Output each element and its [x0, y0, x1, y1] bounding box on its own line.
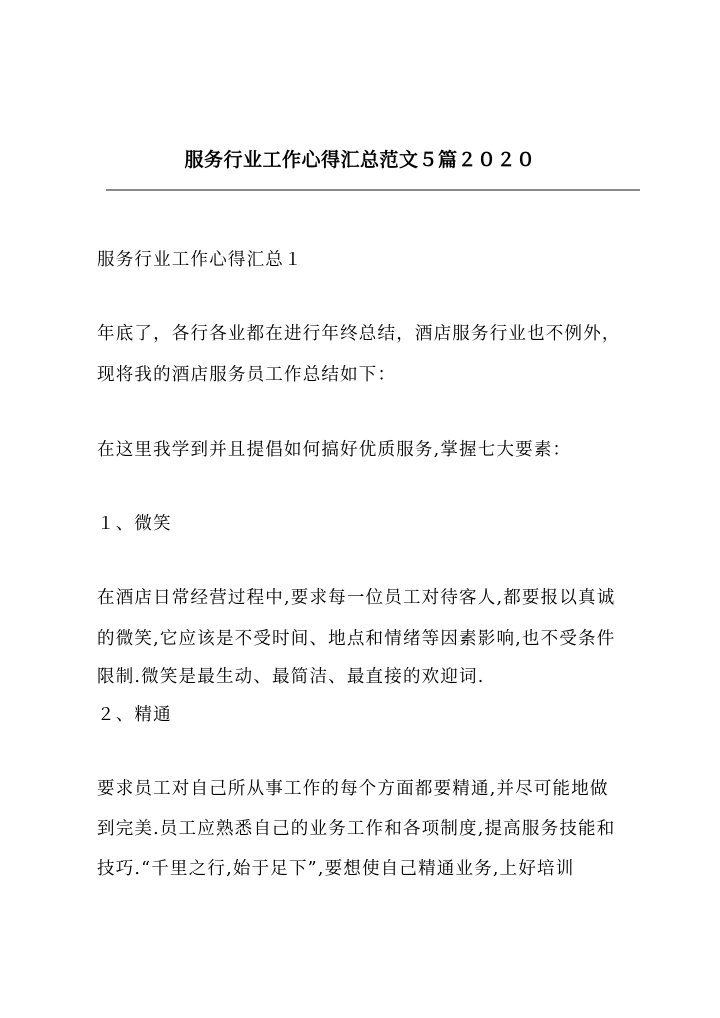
paragraph-line: 要求员工对自己所从事工作的每个方面都要精通,并尽可能地做	[97, 779, 609, 799]
paragraph-line: 在这里我学到并且提倡如何搞好优质服务,掌握七大要素：	[97, 440, 572, 460]
paragraph-line: 年底了，各行各业都在进行年终总结，酒店服务行业也不例外，	[97, 324, 621, 344]
title-divider	[106, 189, 640, 191]
document-title: 服务行业工作心得汇总范文５篇２０２０	[184, 149, 536, 171]
paragraph-line: 限制.微笑是最生动、最简洁、最直接的欢迎词.	[97, 667, 485, 687]
paragraph-line: 的微笑,它应该是不受时间、地点和情绪等因素影响,也不受条件	[97, 629, 616, 649]
paragraph-line: 技巧.“千里之行,始于足下”,要想使自己精通业务,上好培训	[97, 859, 575, 879]
paragraph-line: 在酒店日常经营过程中,要求每一位员工对待客人,都要报以真诚	[97, 588, 616, 608]
list-heading: ２、精通	[97, 705, 172, 725]
paragraph-line: 现将我的酒店服务员工作总结如下：	[97, 365, 397, 385]
list-heading: １、微笑	[97, 514, 172, 534]
section-heading: 服务行业工作心得汇总１	[97, 250, 303, 270]
paragraph-line: 到完美.员工应熟悉自己的业务工作和各项制度,提高服务技能和	[97, 819, 616, 839]
